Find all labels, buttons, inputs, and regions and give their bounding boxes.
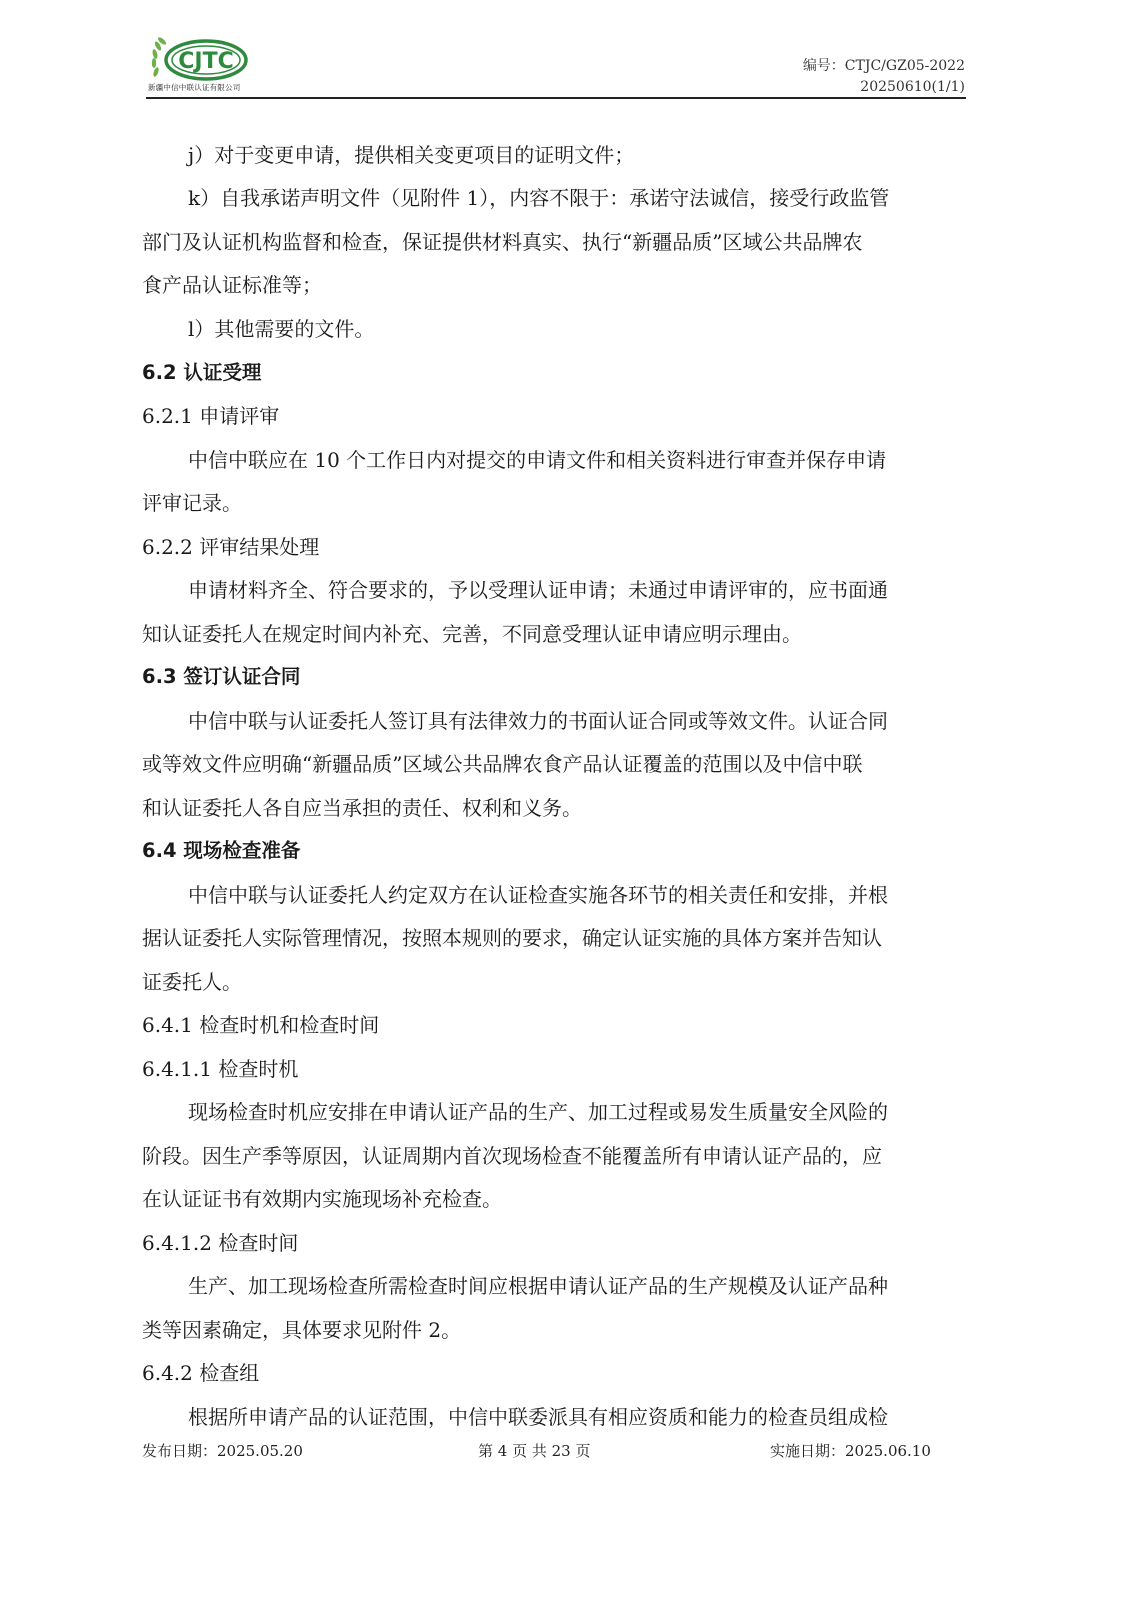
text-line: 部门及认证机构监督和检查，保证提供材料真实、执行“新疆品质”区域公共品牌农 xyxy=(142,230,863,254)
subsection-heading: 6.4.1.2 检查时间 xyxy=(142,1231,299,1255)
text-line: 中信中联与认证委托人签订具有法律效力的书面认证合同或等效文件。认证合同 xyxy=(188,709,888,733)
text-line: 在认证证书有效期内实施现场补充检查。 xyxy=(142,1187,502,1211)
text-line: 证委托人。 xyxy=(142,970,242,994)
text-line: 据认证委托人实际管理情况，按照本规则的要求，确定认证实施的具体方案并告知认 xyxy=(142,926,882,950)
section-heading: 6.2 认证受理 xyxy=(142,361,262,384)
text-line: k）自我承诺声明文件（见附件 1），内容不限于：承诺守法诚信，接受行政监管 xyxy=(188,186,890,210)
document-number: 编号：CTJC/GZ05-2022 xyxy=(802,58,965,74)
text-line: 食产品认证标准等； xyxy=(142,273,322,297)
page-indicator: 第 4 页 共 23 页 xyxy=(478,1442,591,1460)
subsection-heading: 6.2.1 申请评审 xyxy=(142,404,280,428)
text-line: 阶段。因生产季等原因，认证周期内首次现场检查不能覆盖所有申请认证产品的，应 xyxy=(142,1144,882,1168)
text-line: 根据所申请产品的认证范围，中信中联委派具有相应资质和能力的检查员组成检 xyxy=(188,1405,888,1429)
subsection-heading: 6.4.1 检查时机和检查时间 xyxy=(142,1013,380,1037)
subsection-heading: 6.4.2 检查组 xyxy=(142,1361,260,1385)
text-line: 和认证委托人各自应当承担的责任、权利和义务。 xyxy=(142,796,582,820)
text-line: 中信中联应在 10 个工作日内对提交的申请文件和相关资料进行审查并保存申请 xyxy=(188,448,887,472)
effective-date: 实施日期：2025.06.10 xyxy=(770,1442,931,1460)
text-line: 中信中联与认证委托人约定双方在认证检查实施各环节的相关责任和安排，并根 xyxy=(188,883,888,907)
text-line: 知认证委托人在规定时间内补充、完善，不同意受理认证申请应明示理由。 xyxy=(142,622,802,646)
text-line: 生产、加工现场检查所需检查时间应根据申请认证产品的生产规模及认证产品种 xyxy=(188,1274,888,1298)
text-line: 评审记录。 xyxy=(142,491,242,515)
header-divider xyxy=(146,97,966,99)
logo-caption: 新疆中信中联认证有限公司 xyxy=(148,83,241,92)
document-code-block xyxy=(803,56,965,98)
subsection-heading: 6.2.2 评审结果处理 xyxy=(142,535,320,559)
issue-date: 发布日期：2025.05.20 xyxy=(142,1442,303,1460)
logo-text: CJTC xyxy=(178,49,234,74)
section-heading: 6.4 现场检查准备 xyxy=(142,839,301,862)
text-line: 现场检查时机应安排在申请认证产品的生产、加工过程或易发生质量安全风险的 xyxy=(188,1100,888,1124)
text-line: 类等因素确定，具体要求见附件 2。 xyxy=(142,1318,462,1342)
document-version: 20250610(1/1) xyxy=(860,79,965,95)
section-heading: 6.3 签订认证合同 xyxy=(142,665,301,688)
text-line: l）其他需要的文件。 xyxy=(188,317,375,341)
text-line: 申请材料齐全、符合要求的，予以受理认证申请；未通过申请评审的，应书面通 xyxy=(188,578,888,602)
text-line: 或等效文件应明确“新疆品质”区域公共品牌农食产品认证覆盖的范围以及中信中联 xyxy=(142,752,863,776)
text-line: j）对于变更申请，提供相关变更项目的证明文件； xyxy=(188,143,635,167)
subsection-heading: 6.4.1.1 检查时机 xyxy=(142,1057,299,1081)
